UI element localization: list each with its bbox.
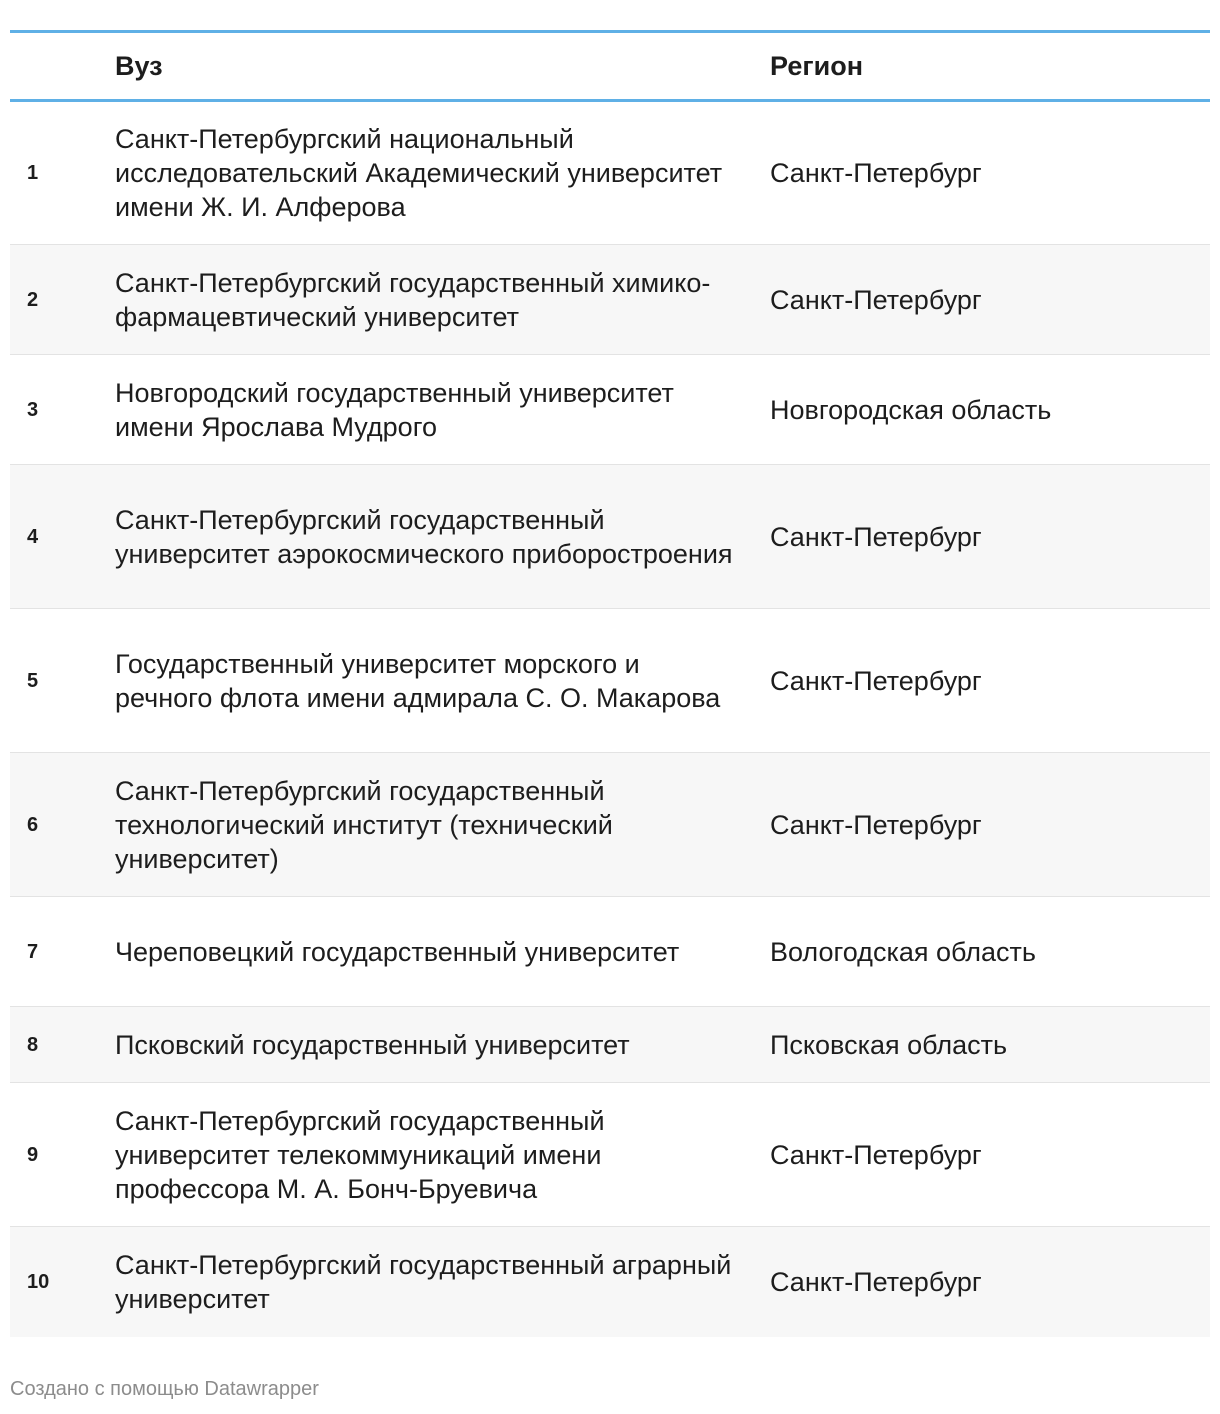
row-university-name: Санкт-Петербургский государственный химико-фармацевтический университет — [115, 267, 711, 332]
table-row — [10, 101, 1210, 245]
row-rank: 9 — [27, 1143, 39, 1166]
row-region: Санкт-Петербург — [770, 665, 982, 696]
row-region: Псковская область — [770, 1029, 1008, 1060]
row-university-name: Санкт-Петербургский государственный технологический институт (технический университет) — [115, 775, 613, 874]
table-row — [10, 609, 1210, 753]
row-university-name: Череповецкий государственный университет — [115, 936, 680, 967]
row-university-name: Санкт-Петербургский государственный университет телекоммуникаций имени профессора М. А. Бонч-Бруевича — [115, 1105, 605, 1204]
row-rank: 8 — [27, 1033, 39, 1056]
row-rank: 5 — [27, 669, 39, 692]
row-region: Санкт-Петербург — [770, 1139, 982, 1170]
row-region: Новгородская область — [770, 394, 1052, 425]
header-rank[interactable] — [10, 32, 115, 101]
table-row — [10, 753, 1210, 897]
row-university-name: Псковский государственный университет — [115, 1029, 630, 1060]
ranking-table-container — [10, 30, 1210, 1337]
table-row — [10, 1007, 1210, 1083]
row-region: Санкт-Петербург — [770, 284, 982, 315]
table-header-row — [10, 32, 1210, 101]
row-university-name: Новгородский государственный университет имени Ярослава Мудрого — [115, 377, 674, 442]
row-rank: 7 — [27, 940, 39, 963]
table-body — [10, 101, 1210, 1337]
row-rank: 10 — [27, 1270, 50, 1293]
row-rank: 1 — [27, 162, 39, 184]
row-university-name: Санкт-Петербургский государственный аграрный университет — [115, 1249, 732, 1314]
table-row — [10, 245, 1210, 355]
row-region: Санкт-Петербург — [770, 158, 982, 188]
table-row — [10, 897, 1210, 1007]
row-university-name: Государственный университет морского и речного флота имени адмирала С. О. Макарова — [115, 648, 721, 713]
table-row — [10, 355, 1210, 465]
table-row — [10, 465, 1210, 609]
ranking-table — [10, 30, 1210, 1337]
row-region: Санкт-Петербург — [770, 809, 982, 840]
row-region: Вологодская область — [770, 936, 1036, 967]
header-region[interactable]: Регион — [770, 50, 863, 81]
row-university-name: Санкт-Петербургский национальный исследовательский Академический университет имени Ж. И. Алферова — [115, 124, 723, 222]
row-rank: 2 — [27, 288, 39, 311]
row-region: Санкт-Петербург — [770, 521, 982, 552]
row-rank: 3 — [27, 398, 39, 421]
row-region: Санкт-Петербург — [770, 1266, 982, 1297]
footer-credit: Создано с помощью Datawrapper — [10, 1378, 319, 1400]
table-row — [10, 1083, 1210, 1227]
header-university[interactable]: Вуз — [115, 50, 163, 81]
row-rank: 4 — [27, 525, 39, 548]
table-row — [10, 1227, 1210, 1337]
row-rank: 6 — [27, 813, 39, 836]
row-university-name: Санкт-Петербургский государственный университет аэрокосмического приборостроения — [115, 504, 733, 569]
